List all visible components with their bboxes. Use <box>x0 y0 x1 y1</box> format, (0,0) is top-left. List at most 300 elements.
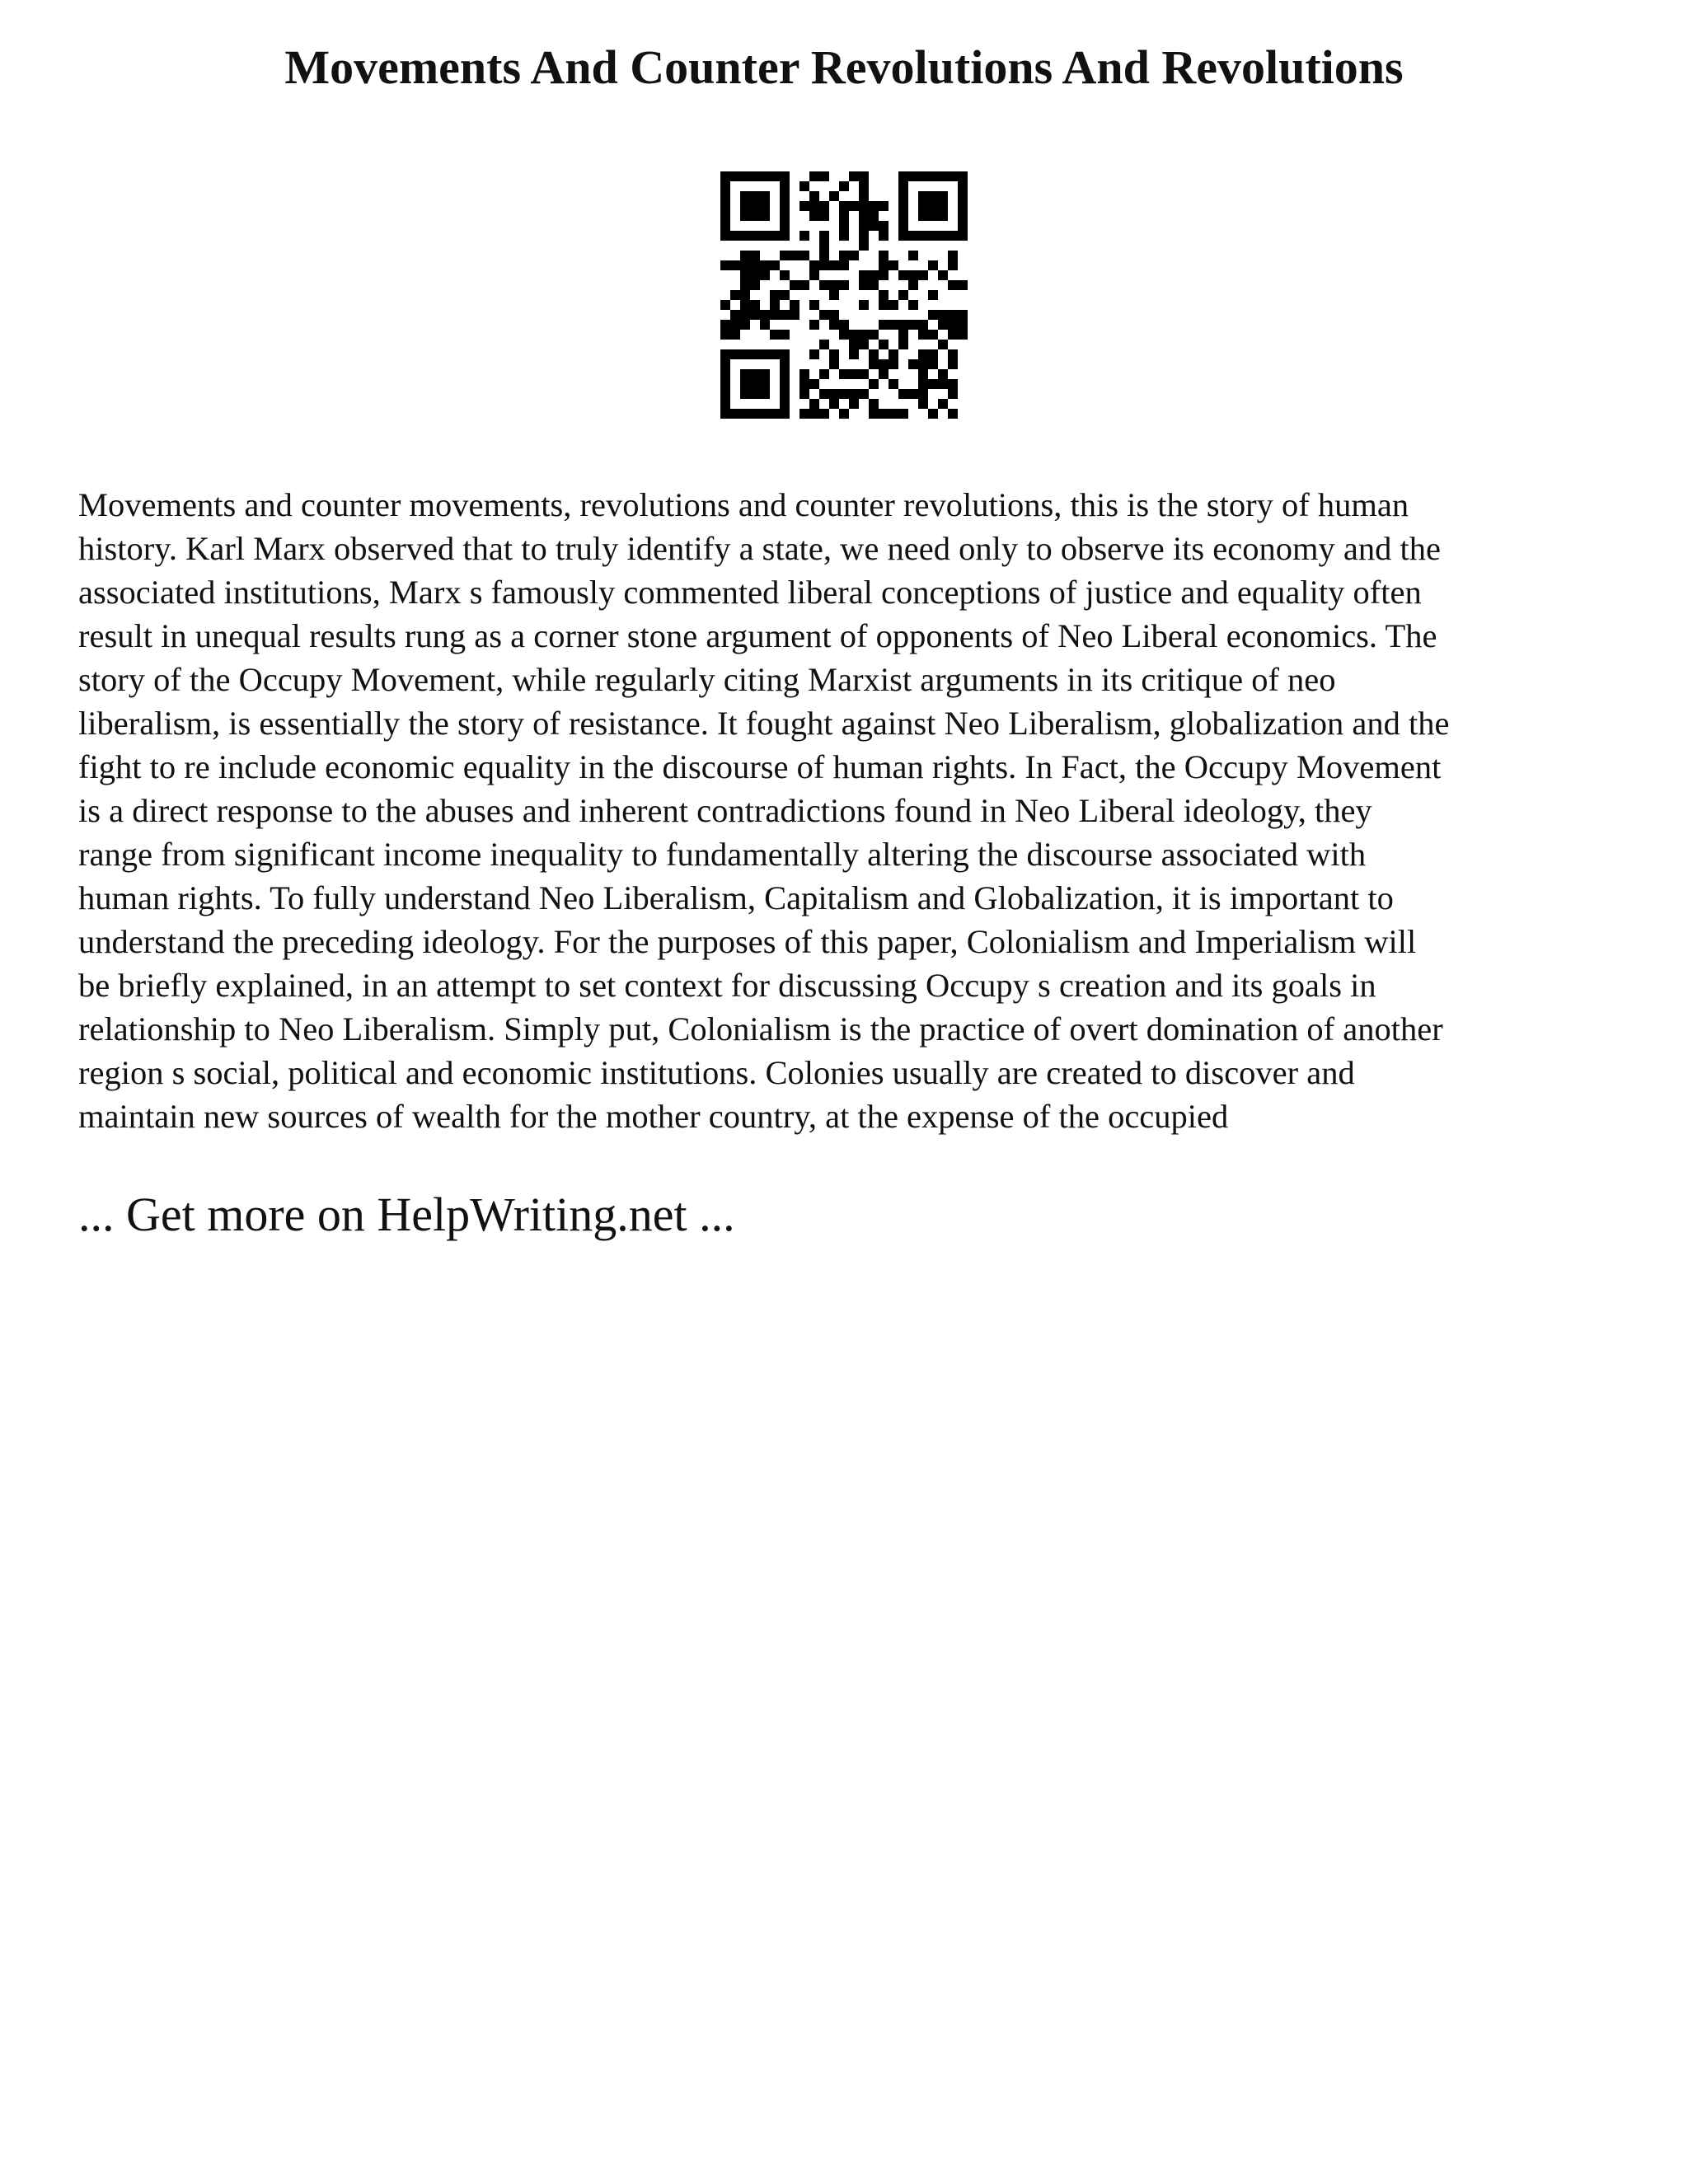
qr-module <box>740 231 750 241</box>
qr-module <box>869 379 879 389</box>
qr-module <box>938 171 948 181</box>
qr-module <box>720 330 730 340</box>
qr-module <box>839 251 849 260</box>
qr-module <box>849 399 859 409</box>
qr-module <box>869 399 879 409</box>
qr-module <box>898 221 908 231</box>
qr-module <box>750 191 760 201</box>
qr-module <box>780 399 790 409</box>
qr-module <box>740 320 750 330</box>
qr-module <box>780 379 790 389</box>
qr-module <box>809 211 819 221</box>
qr-module <box>720 409 730 419</box>
qr-module <box>869 201 879 211</box>
qr-module <box>938 340 948 349</box>
qr-module <box>849 369 859 379</box>
qr-module <box>740 379 750 389</box>
qr-module <box>879 320 889 330</box>
qr-module <box>799 389 809 399</box>
qr-module <box>879 251 889 260</box>
qr-module <box>760 201 770 211</box>
qr-module <box>928 379 938 389</box>
qr-module <box>750 349 760 359</box>
qr-module <box>869 280 879 290</box>
qr-module <box>819 389 829 399</box>
qr-module <box>720 191 730 201</box>
qr-module <box>918 171 928 181</box>
qr-module <box>770 310 780 320</box>
qr-module <box>809 201 819 211</box>
qr-module <box>740 191 750 201</box>
qr-module <box>879 231 889 241</box>
qr-module <box>938 399 948 409</box>
qr-module <box>889 379 898 389</box>
qr-module <box>918 320 928 330</box>
qr-module <box>780 201 790 211</box>
qr-module <box>928 211 938 221</box>
qr-module <box>859 191 869 201</box>
qr-module <box>799 201 809 211</box>
qr-module <box>799 231 809 241</box>
qr-module <box>908 389 918 399</box>
qr-module <box>928 191 938 201</box>
qr-module <box>760 260 770 270</box>
qr-module <box>720 221 730 231</box>
qr-module <box>829 399 839 409</box>
qr-module <box>730 290 740 300</box>
qr-module <box>720 231 730 241</box>
qr-module <box>849 201 859 211</box>
body-line: associated institutions, Marx s famously commented liberal conceptions of justice and equality often <box>78 574 1422 611</box>
qr-module <box>938 270 948 280</box>
qr-module <box>750 409 760 419</box>
qr-module <box>898 270 908 280</box>
qr-module <box>958 320 968 330</box>
qr-module <box>928 359 938 369</box>
qr-module <box>819 171 829 181</box>
qr-module <box>780 251 790 260</box>
body-line: liberalism, is essentially the story of resistance. It fought against Neo Liberalism, globalization and the <box>78 705 1450 742</box>
qr-module <box>948 389 958 399</box>
qr-module <box>720 211 730 221</box>
body-line: fight to re include economic equality in the discourse of human rights. In Fact, the Occupy Movement <box>78 748 1442 785</box>
qr-module <box>799 379 809 389</box>
qr-module <box>908 171 918 181</box>
qr-module <box>760 211 770 221</box>
qr-module <box>859 171 869 181</box>
qr-module <box>898 340 908 349</box>
qr-module <box>750 260 760 270</box>
qr-module <box>849 349 859 359</box>
qr-module <box>720 260 730 270</box>
qr-module <box>720 201 730 211</box>
qr-module <box>720 379 730 389</box>
qr-module <box>809 409 819 419</box>
qr-module <box>928 409 938 419</box>
qr-module <box>790 310 799 320</box>
qr-module <box>760 191 770 201</box>
qr-module <box>750 310 760 320</box>
qr-module <box>730 409 740 419</box>
qr-module <box>908 251 918 260</box>
qr-module <box>869 359 879 369</box>
qr-module <box>889 300 898 310</box>
qr-module <box>750 231 760 241</box>
qr-module <box>829 280 839 290</box>
qr-module <box>889 359 898 369</box>
qr-module <box>839 409 849 419</box>
qr-module <box>829 310 839 320</box>
qr-module <box>938 201 948 211</box>
qr-module <box>898 191 908 201</box>
qr-module <box>938 191 948 201</box>
qr-module <box>958 201 968 211</box>
qr-module <box>740 270 750 280</box>
qr-module <box>819 310 829 320</box>
qr-module <box>879 201 889 211</box>
qr-module <box>770 290 780 300</box>
get-more-link[interactable]: ... Get more on HelpWriting.net ... <box>78 1188 735 1241</box>
qr-module <box>809 171 819 181</box>
qr-module <box>948 349 958 359</box>
qr-module <box>849 340 859 349</box>
qr-module <box>740 260 750 270</box>
qr-module <box>750 171 760 181</box>
qr-module <box>809 270 819 280</box>
body-line: result in unequal results rung as a corner stone argument of opponents of Neo Liberal economics. The <box>78 617 1437 654</box>
body-line: understand the preceding ideology. For the purposes of this paper, Colonialism and Imperialism will <box>78 923 1417 960</box>
qr-module <box>869 221 879 231</box>
qr-module <box>720 171 730 181</box>
qr-module <box>730 320 740 330</box>
qr-module <box>849 389 859 399</box>
qr-module <box>790 280 799 290</box>
qr-module <box>859 280 869 290</box>
qr-module <box>859 231 869 241</box>
body-line: Movements and counter movements, revolutions and counter revolutions, this is the story of human <box>78 486 1409 523</box>
qr-module <box>829 359 839 369</box>
qr-module <box>760 389 770 399</box>
qr-module <box>859 241 869 251</box>
qr-module <box>869 270 879 280</box>
qr-code-graphic <box>720 171 968 419</box>
qr-module <box>790 251 799 260</box>
qr-module <box>879 270 889 280</box>
qr-module <box>819 241 829 251</box>
qr-module <box>938 369 948 379</box>
qr-module <box>760 171 770 181</box>
qr-module <box>908 300 918 310</box>
qr-module <box>730 231 740 241</box>
qr-module <box>898 181 908 191</box>
qr-module <box>750 389 760 399</box>
qr-module <box>908 320 918 330</box>
qr-module <box>770 349 780 359</box>
qr-module <box>809 349 819 359</box>
qr-module <box>839 181 849 191</box>
qr-module <box>750 270 760 280</box>
qr-module <box>928 171 938 181</box>
body-line: relationship to Neo Liberalism. Simply put, Colonialism is the practice of overt domination of another <box>78 1010 1443 1047</box>
qr-module <box>740 409 750 419</box>
qr-module <box>879 409 889 419</box>
qr-module <box>740 349 750 359</box>
qr-module <box>958 280 968 290</box>
qr-module <box>730 330 740 340</box>
qr-module <box>799 369 809 379</box>
qr-module <box>799 280 809 290</box>
qr-module <box>859 221 869 231</box>
qr-module <box>780 181 790 191</box>
qr-module <box>720 389 730 399</box>
qr-module <box>918 359 928 369</box>
qr-module <box>780 369 790 379</box>
qr-module <box>740 251 750 260</box>
qr-module <box>770 171 780 181</box>
qr-module <box>750 300 760 310</box>
body-line: be briefly explained, in an attempt to set context for discussing Occupy s creation and its goals in <box>78 967 1376 1004</box>
body-line: range from significant income inequality to fundamentally altering the discourse associated with <box>78 836 1367 873</box>
body-paragraph <box>78 483 1620 1138</box>
qr-module <box>948 310 958 320</box>
qr-module <box>859 181 869 191</box>
qr-module <box>740 280 750 290</box>
body-line: history. Karl Marx observed that to truly identify a state, we need only to observe its economy and the <box>78 530 1441 567</box>
qr-module <box>839 201 849 211</box>
qr-module <box>918 349 928 359</box>
qr-module <box>898 231 908 241</box>
qr-module <box>918 379 928 389</box>
qr-module <box>809 399 819 409</box>
qr-module <box>918 389 928 399</box>
qr-module <box>938 231 948 241</box>
body-line: maintain new sources of wealth for the mother country, at the expense of the occupied <box>78 1098 1229 1135</box>
qr-module <box>780 389 790 399</box>
qr-module <box>730 171 740 181</box>
qr-module <box>780 211 790 221</box>
qr-module <box>819 211 829 221</box>
qr-module <box>908 270 918 280</box>
qr-module <box>760 379 770 389</box>
qr-module <box>720 399 730 409</box>
body-line: human rights. To fully understand Neo Liberalism, Capitalism and Globalization, it is important to <box>78 879 1394 916</box>
qr-module <box>948 330 958 340</box>
qr-module <box>938 320 948 330</box>
qr-module <box>918 330 928 340</box>
qr-module <box>750 251 760 260</box>
qr-module <box>928 231 938 241</box>
qr-module <box>898 201 908 211</box>
qr-module <box>928 310 938 320</box>
qr-module <box>849 251 859 260</box>
qr-module <box>859 389 869 399</box>
qr-module <box>799 181 809 191</box>
qr-module <box>859 201 869 211</box>
qr-module <box>938 379 948 389</box>
qr-module <box>918 270 928 280</box>
qr-module <box>780 330 790 340</box>
qr-module <box>859 330 869 340</box>
body-line: region s social, political and economic institutions. Colonies usually are created to discover and <box>78 1054 1355 1091</box>
qr-module <box>760 409 770 419</box>
qr-module <box>918 201 928 211</box>
qr-module <box>918 399 928 409</box>
qr-module <box>849 171 859 181</box>
qr-module <box>859 211 869 221</box>
qr-module <box>829 290 839 300</box>
qr-module <box>740 171 750 181</box>
qr-module <box>720 320 730 330</box>
qr-module <box>819 201 829 211</box>
qr-module <box>879 340 889 349</box>
qr-module <box>819 251 829 260</box>
body-line: is a direct response to the abuses and inherent contradictions found in Neo Liberal ideology, they <box>78 792 1372 829</box>
qr-module <box>819 280 829 290</box>
qr-module <box>730 310 740 320</box>
qr-module <box>928 330 938 340</box>
qr-module <box>958 191 968 201</box>
qr-module <box>780 270 790 280</box>
qr-module <box>839 231 849 241</box>
qr-module <box>928 349 938 359</box>
qr-module <box>819 231 829 241</box>
qr-module <box>720 181 730 191</box>
qr-module <box>948 409 958 419</box>
qr-module <box>770 300 780 310</box>
qr-module <box>948 171 958 181</box>
qr-module <box>958 221 968 231</box>
qr-module <box>819 260 829 270</box>
qr-module <box>859 340 869 349</box>
qr-module <box>760 320 770 330</box>
qr-module <box>879 221 889 231</box>
qr-module <box>780 171 790 181</box>
qr-module <box>829 389 839 399</box>
qr-code-icon <box>720 171 968 419</box>
qr-module <box>879 260 889 270</box>
qr-module <box>889 409 898 419</box>
qr-module <box>740 369 750 379</box>
qr-module <box>908 359 918 369</box>
qr-module <box>829 260 839 270</box>
qr-module <box>928 290 938 300</box>
qr-module <box>829 349 839 359</box>
qr-module <box>839 330 849 340</box>
qr-module <box>908 231 918 241</box>
qr-module <box>839 280 849 290</box>
body-line: story of the Occupy Movement, while regularly citing Marxist arguments in its critique of neo <box>78 661 1336 698</box>
qr-module <box>879 300 889 310</box>
qr-module <box>958 171 968 181</box>
qr-module <box>760 231 770 241</box>
qr-module <box>750 280 760 290</box>
qr-module <box>889 349 898 359</box>
qr-module <box>889 260 898 270</box>
qr-module <box>898 320 908 330</box>
qr-module <box>948 251 958 260</box>
qr-module <box>879 290 889 300</box>
qr-module <box>750 211 760 221</box>
qr-module <box>770 231 780 241</box>
qr-module <box>750 379 760 389</box>
qr-module <box>720 359 730 369</box>
qr-module <box>869 330 879 340</box>
qr-module <box>780 191 790 201</box>
qr-module <box>790 300 799 310</box>
qr-module <box>879 369 889 379</box>
qr-module <box>898 330 908 340</box>
qr-module <box>730 349 740 359</box>
qr-module <box>780 221 790 231</box>
qr-module <box>760 369 770 379</box>
qr-module <box>770 330 780 340</box>
qr-module <box>730 260 740 270</box>
qr-module <box>829 320 839 330</box>
qr-module <box>948 320 958 330</box>
qr-module <box>918 211 928 221</box>
qr-module <box>898 389 908 399</box>
qr-module <box>948 260 958 270</box>
qr-module <box>780 231 790 241</box>
qr-module <box>928 260 938 270</box>
qr-module <box>948 280 958 290</box>
qr-module <box>799 409 809 419</box>
qr-module <box>809 379 819 389</box>
qr-module <box>770 260 780 270</box>
qr-module <box>918 191 928 201</box>
qr-module <box>849 330 859 340</box>
page-title: Movements And Counter Revolutions And Revolutions <box>284 40 1404 94</box>
qr-module <box>760 310 770 320</box>
qr-module <box>819 340 829 349</box>
qr-module <box>958 181 968 191</box>
qr-module <box>770 409 780 419</box>
qr-module <box>918 231 928 241</box>
qr-module <box>889 320 898 330</box>
qr-module <box>938 310 948 320</box>
qr-module <box>908 280 918 290</box>
qr-module <box>898 171 908 181</box>
qr-module <box>839 211 849 221</box>
qr-module <box>720 349 730 359</box>
qr-module <box>780 310 790 320</box>
qr-module <box>839 369 849 379</box>
qr-module <box>869 349 879 359</box>
qr-module <box>809 300 819 310</box>
qr-module <box>740 389 750 399</box>
qr-module <box>859 369 869 379</box>
qr-module <box>760 349 770 359</box>
qr-module <box>740 211 750 221</box>
qr-module <box>879 359 889 369</box>
qr-module <box>740 290 750 300</box>
qr-module <box>829 191 839 201</box>
qr-module <box>780 409 790 419</box>
qr-module <box>780 290 790 300</box>
qr-module <box>809 191 819 201</box>
qr-module <box>918 369 928 379</box>
qr-module <box>720 369 730 379</box>
qr-module <box>750 201 760 211</box>
qr-module <box>839 389 849 399</box>
qr-module <box>740 201 750 211</box>
qr-module <box>948 359 958 369</box>
qr-module <box>938 211 948 221</box>
qr-module <box>948 379 958 389</box>
qr-module <box>898 290 908 300</box>
qr-module <box>720 300 730 310</box>
qr-module <box>869 211 879 221</box>
